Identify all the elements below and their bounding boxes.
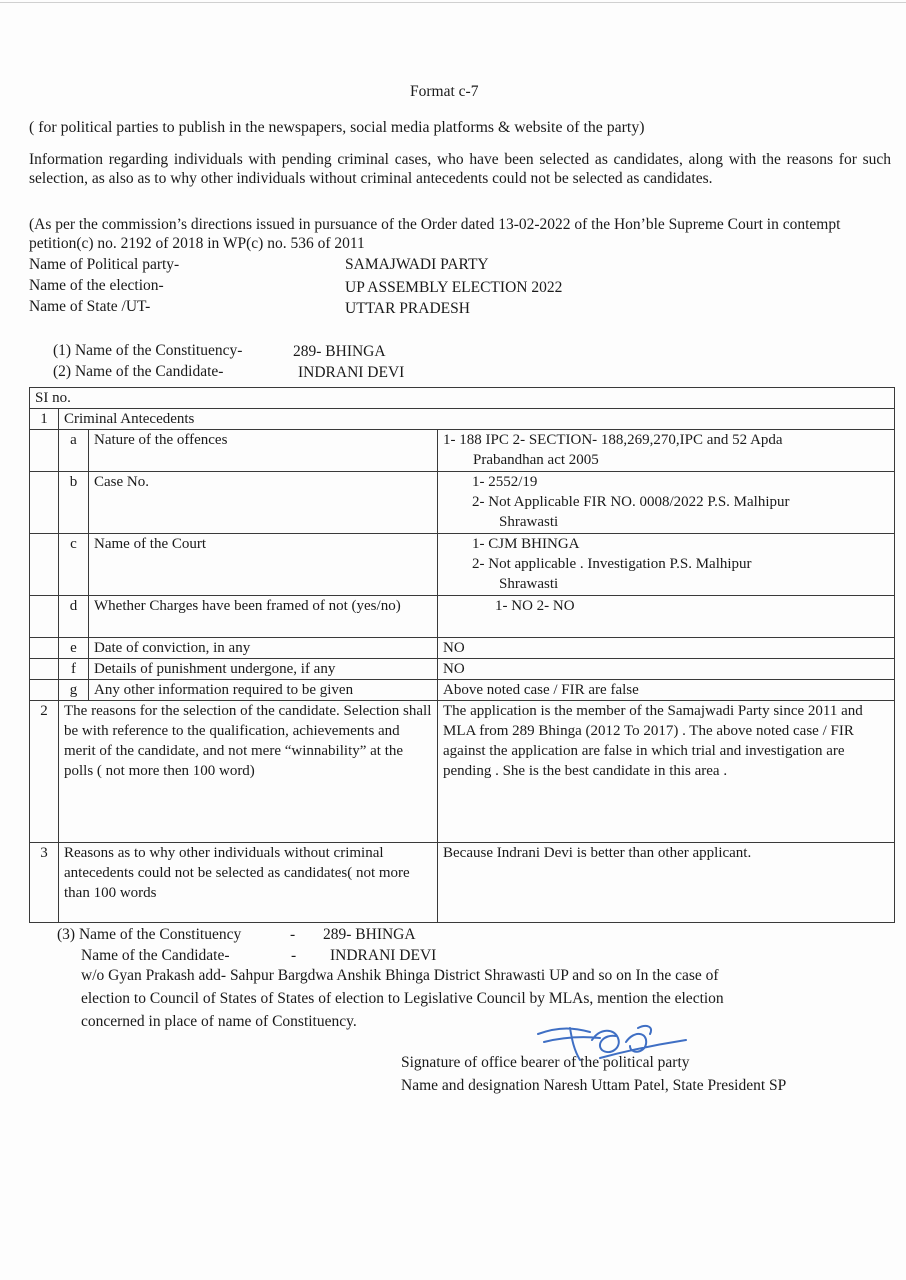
directions-paragraph: (As per the commission’s directions issued in pursuance of the Order dated 13-02-2022 of the Hon’ble Supreme Court in contempt petition(c) no. 2192 of 2018 in WP(c) no. 536 of 2011 [29, 216, 841, 252]
row-letter: b [59, 472, 89, 534]
address-line: w/o Gyan Prakash add- Sahpur Bargdwa Anshik Bhinga District Shrawasti UP and so on In the case of [81, 967, 719, 984]
top-edge-line [0, 2, 906, 3]
party-label: Name of Political party- [29, 256, 180, 273]
candidate-label: (2) Name of the Candidate- [53, 363, 224, 380]
value-line: 1- 188 IPC 2- SECTION- 188,269,270,IPC and 52 Apda [443, 432, 783, 448]
value-line: 1- CJM BHINGA [472, 536, 580, 552]
row-letter: c [59, 534, 89, 596]
election-label: Name of the election- [29, 277, 164, 294]
row-letter: f [59, 659, 89, 680]
state-value: UTTAR PRADESH [345, 300, 470, 317]
value-line: Shrawasti [499, 576, 559, 592]
row-label: Nature of the offences [89, 430, 438, 472]
table-row [30, 472, 895, 534]
table-row [30, 534, 895, 596]
table-row [30, 659, 895, 680]
address-line: concerned in place of name of Constituency. [81, 1013, 357, 1030]
footer-constituency-dash: - [290, 926, 296, 943]
candidate-value: INDRANI DEVI [298, 364, 405, 381]
row-label: Case No. [89, 472, 438, 534]
subtitle: ( for political parties to publish in the newspapers, social media platforms & website of the party) [29, 119, 645, 136]
row-letter: g [59, 680, 89, 701]
row-label: Details of punishment undergone, if any [89, 659, 438, 680]
value-line: 1- 2552/19 [472, 474, 538, 490]
table-row [30, 638, 895, 659]
footer-candidate-dash: - [291, 947, 297, 964]
constituency-value: 289- BHINGA [293, 343, 386, 360]
row-label: Name of the Court [89, 534, 438, 596]
row-value: NO [438, 659, 895, 680]
criminal-antecedents-table [29, 387, 895, 923]
section-number: 2 [30, 701, 59, 843]
section-value: Because Indrani Devi is better than other applicant. [438, 843, 895, 923]
row-letter: a [59, 430, 89, 472]
section-value: The application is the member of the Samajwadi Party since 2011 and MLA from 289 Bhinga (2012 To 2017) . The above noted case / FIR against the application are false in which trial and investigation are pending . She is the best candidate in this area . [438, 701, 895, 843]
footer-constituency-value: 289- BHINGA [323, 926, 416, 943]
footer-constituency-label: (3) Name of the Constituency [57, 926, 242, 943]
row-value: Above noted case / FIR are false [438, 680, 895, 701]
election-value: UP ASSEMBLY ELECTION 2022 [345, 279, 563, 296]
value-line: Prabandhan act 2005 [473, 452, 599, 468]
row-value: NO [438, 638, 895, 659]
row-letter: d [59, 596, 89, 638]
table-header-row [30, 388, 895, 409]
table-row [30, 680, 895, 701]
row-value [438, 534, 895, 596]
footer-candidate-label: Name of the Candidate- [81, 947, 230, 964]
section-1-row [30, 409, 895, 430]
row-value [438, 430, 895, 472]
designation: Name and designation Naresh Uttam Patel, State President SP [401, 1077, 787, 1094]
address-line: election to Council of States of States of election to Legislative Council by MLAs, mention the election [81, 990, 724, 1007]
row-label: Date of conviction, in any [89, 638, 438, 659]
row-letter: e [59, 638, 89, 659]
section-label: Reasons as to why other individuals without criminal antecedents could not be selected as candidates( not more than 100 words [59, 843, 438, 923]
row-label: Any other information required to be given [89, 680, 438, 701]
table-row [30, 596, 895, 638]
section-label: The reasons for the selection of the candidate. Selection shall be with reference to the qualification, achievements and merit of the candidate, and not mere “winnability” at the polls ( not more then 100 word) [59, 701, 438, 843]
table-row [30, 430, 895, 472]
constituency-label: (1) Name of the Constituency- [53, 342, 243, 359]
section-title: Criminal Antecedents [59, 409, 895, 430]
section-number: 1 [30, 409, 59, 430]
value-line: Shrawasti [499, 514, 559, 530]
row-value: 1- NO 2- NO [438, 596, 895, 638]
value-line: 2- Not Applicable FIR NO. 0008/2022 P.S. Malhipur [472, 494, 790, 510]
row-value [438, 472, 895, 534]
intro-paragraph: Information regarding individuals with pending criminal cases, who have been selected as candidates, along with the reasons for such selection, as also as to why other individuals without criminal antecedents could not be selected as candidates. [29, 151, 891, 187]
sl-no-header: SI no. [30, 388, 895, 409]
party-value: SAMAJWADI PARTY [345, 256, 489, 273]
row-label: Whether Charges have been framed of not (yes/no) [89, 596, 438, 638]
value-line: 2- Not applicable . Investigation P.S. Malhipur [472, 556, 752, 572]
state-label: Name of State /UT- [29, 298, 151, 315]
section-number: 3 [30, 843, 59, 923]
format-title: Format c-7 [410, 83, 479, 100]
section-3-row [30, 843, 895, 923]
signature-label: Signature of office bearer of the political party [401, 1054, 690, 1071]
footer-candidate-value: INDRANI DEVI [330, 947, 437, 964]
section-2-row [30, 701, 895, 843]
